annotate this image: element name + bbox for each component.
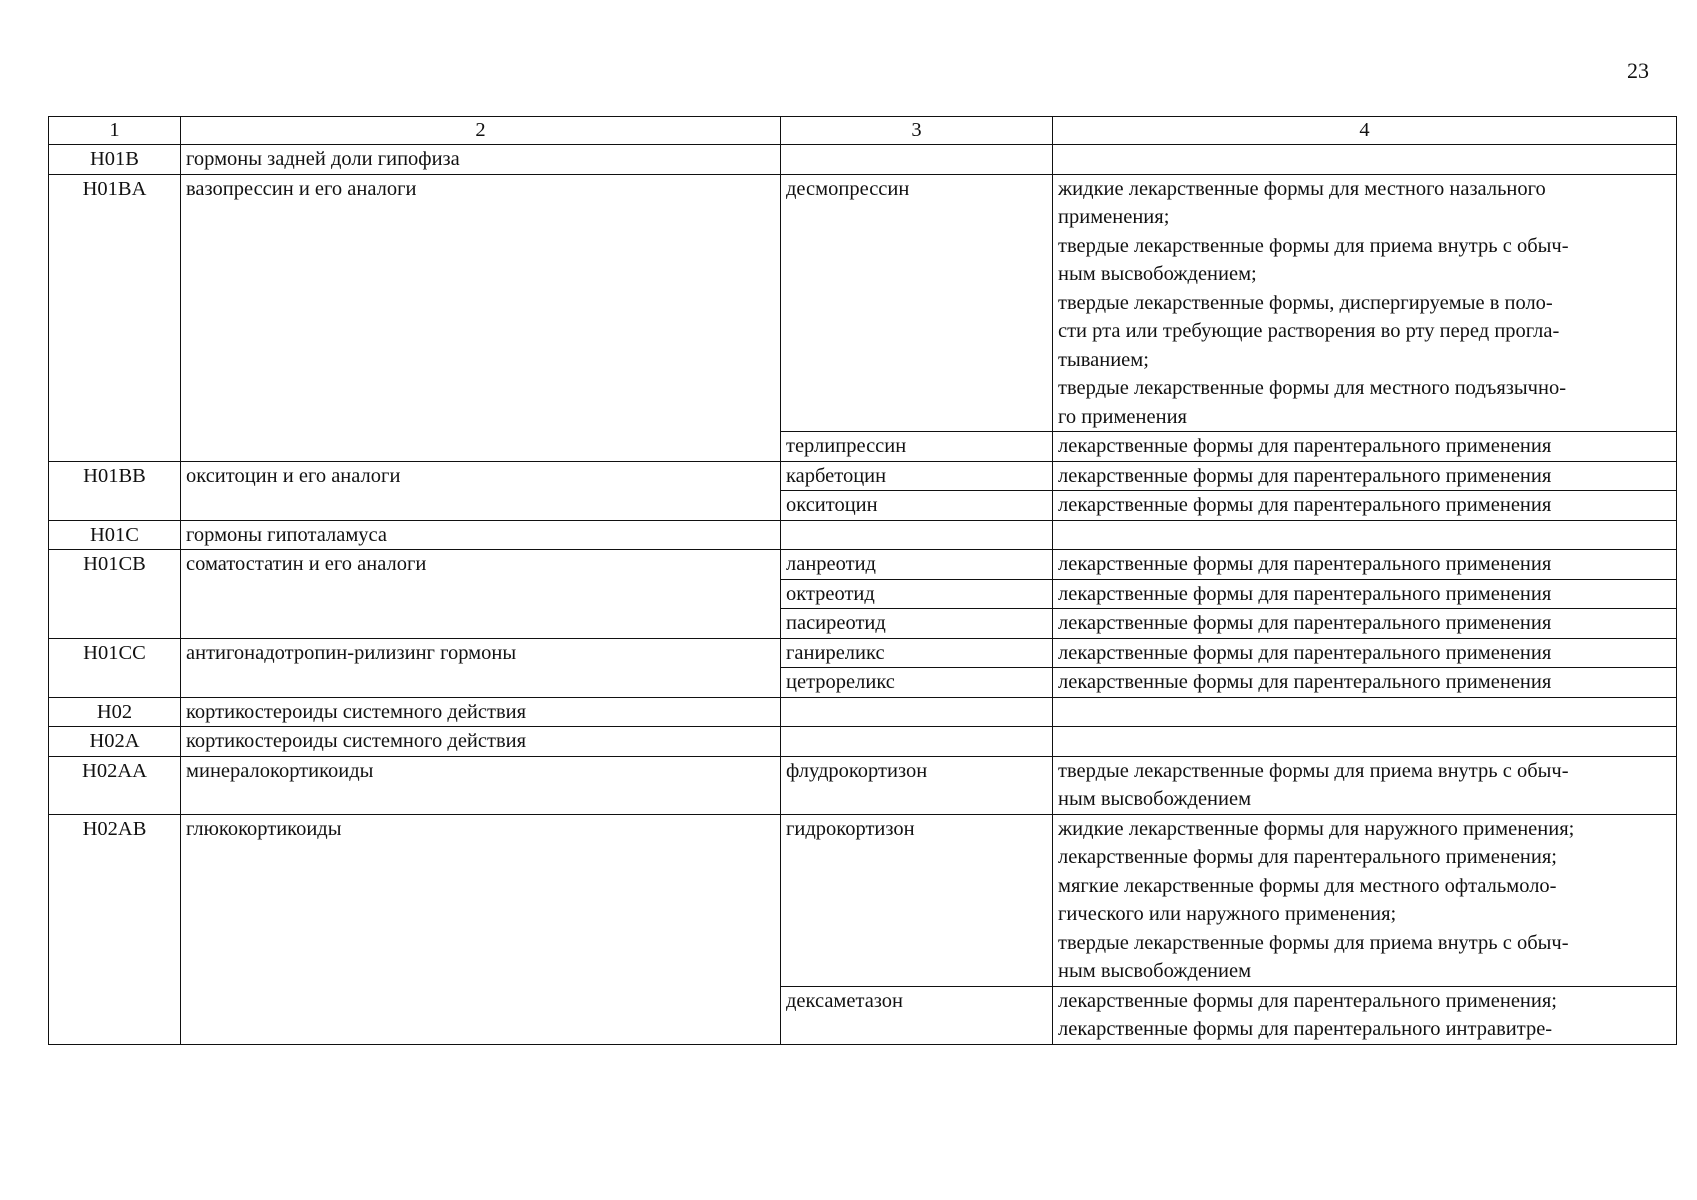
- dosage-form-line: ным высвобождением;: [1058, 263, 1257, 285]
- table-row: [49, 814, 1677, 986]
- drug-name-cell: [781, 727, 1053, 757]
- atc-code-cell: H01BB: [49, 461, 181, 520]
- group-name-cell: соматостатин и его аналоги: [181, 550, 781, 639]
- dosage-form-line: лекарственные формы для парентерального применения;: [1058, 846, 1557, 868]
- group-name-cell: кортикостероиды системного действия: [181, 697, 781, 727]
- group-name-cell: гормоны гипоталамуса: [181, 520, 781, 550]
- drug-name-cell: дексаметазон: [781, 986, 1053, 1044]
- dosage-form-line: твердые лекарственные формы, диспергируемые в поло-: [1058, 291, 1553, 314]
- atc-code-cell: H01CB: [49, 550, 181, 639]
- dosage-forms-cell: [1053, 579, 1677, 609]
- dosage-form-line: лекарственные формы для парентерального применения: [1058, 494, 1552, 516]
- table-row: [49, 756, 1677, 814]
- dosage-form-line: твердые лекарственные формы для приема внутрь с обыч-: [1058, 759, 1569, 782]
- drug-name-cell: [781, 520, 1053, 550]
- atc-code-cell: H02AA: [49, 756, 181, 814]
- dosage-form-line: жидкие лекарственные формы для местного назального: [1058, 177, 1546, 200]
- table-row: [49, 174, 1677, 432]
- group-name-cell: кортикостероиды системного действия: [181, 727, 781, 757]
- table-body: [49, 145, 1677, 1045]
- drug-name-cell: карбетоцин: [781, 461, 1053, 491]
- table-row: [49, 697, 1677, 727]
- dosage-forms-cell: [1053, 814, 1677, 986]
- dosage-form-line: мягкие лекарственные формы для местного офтальмоло-: [1058, 874, 1557, 897]
- dosage-form-line: гического или наружного применения;: [1058, 903, 1397, 925]
- dosage-forms-cell: [1053, 174, 1677, 432]
- drug-name-cell: октреотид: [781, 579, 1053, 609]
- dosage-forms-cell: [1053, 668, 1677, 698]
- table-row: [49, 550, 1677, 580]
- drug-name-cell: [781, 697, 1053, 727]
- dosage-form-line: лекарственные формы для парентерального применения;: [1058, 989, 1557, 1012]
- table-row: [49, 638, 1677, 668]
- drug-name-cell: цетрореликс: [781, 668, 1053, 698]
- dosage-forms-cell: [1053, 609, 1677, 639]
- group-name-cell: гормоны задней доли гипофиза: [181, 145, 781, 175]
- dosage-forms-cell: [1053, 727, 1677, 757]
- dosage-forms-cell: [1053, 432, 1677, 462]
- group-name-cell: окситоцин и его аналоги: [181, 461, 781, 520]
- column-header-1: 1: [49, 117, 181, 145]
- table-row: [49, 461, 1677, 491]
- drug-list-table: [48, 116, 1677, 1045]
- atc-code-cell: H02A: [49, 727, 181, 757]
- drug-name-cell: окситоцин: [781, 491, 1053, 521]
- drug-name-cell: гидрокортизон: [781, 814, 1053, 986]
- dosage-form-line: сти рта или требующие растворения во рту перед прогла-: [1058, 320, 1560, 342]
- dosage-forms-cell: [1053, 550, 1677, 580]
- dosage-form-line: твердые лекарственные формы для местного подъязычно-: [1058, 377, 1567, 399]
- column-header-3: 3: [781, 117, 1053, 145]
- dosage-forms-cell: [1053, 461, 1677, 491]
- dosage-form-line: тыванием;: [1058, 348, 1149, 371]
- drug-name-cell: терлипрессин: [781, 432, 1053, 462]
- dosage-forms-cell: [1053, 756, 1677, 814]
- atc-code-cell: H01B: [49, 145, 181, 175]
- drug-name-cell: [781, 145, 1053, 175]
- drug-name-cell: десмопрессин: [781, 174, 1053, 432]
- dosage-form-line: лекарственные формы для парентерального применения: [1058, 553, 1552, 575]
- dosage-forms-cell: [1053, 638, 1677, 668]
- dosage-form-line: твердые лекарственные формы для приема внутрь с обыч-: [1058, 234, 1569, 257]
- dosage-forms-cell: [1053, 520, 1677, 550]
- atc-code-cell: H02: [49, 697, 181, 727]
- atc-code-cell: H01C: [49, 520, 181, 550]
- dosage-form-line: ным высвобождением: [1058, 788, 1252, 810]
- dosage-forms-cell: [1053, 145, 1677, 175]
- dosage-form-line: ным высвобождением: [1058, 960, 1252, 982]
- atc-code-cell: H01CC: [49, 638, 181, 697]
- dosage-form-line: лекарственные формы для парентерального применения: [1058, 612, 1552, 634]
- dosage-form-line: лекарственные формы для парентерального применения: [1058, 582, 1552, 605]
- dosage-form-line: применения;: [1058, 206, 1170, 228]
- table-row: [49, 520, 1677, 550]
- drug-name-cell: пасиреотид: [781, 609, 1053, 639]
- header-row: [49, 117, 1677, 145]
- drug-name-cell: флудрокортизон: [781, 756, 1053, 814]
- dosage-forms-cell: [1053, 986, 1677, 1044]
- page-number: 23: [1627, 58, 1649, 83]
- atc-code-cell: H01BA: [49, 174, 181, 461]
- dosage-forms-cell: [1053, 491, 1677, 521]
- group-name-cell: антигонадотропин-рилизинг гормоны: [181, 638, 781, 697]
- drug-name-cell: ланреотид: [781, 550, 1053, 580]
- table-header: [49, 117, 1677, 145]
- group-name-cell: вазопрессин и его аналоги: [181, 174, 781, 461]
- group-name-cell: глюкокортикоиды: [181, 814, 781, 1044]
- column-header-4: 4: [1053, 117, 1677, 145]
- dosage-form-line: лекарственные формы для парентерального применения: [1058, 464, 1552, 487]
- dosage-form-line: го применения: [1058, 405, 1187, 428]
- dosage-form-line: лекарственные формы для парентерального применения: [1058, 671, 1552, 693]
- group-name-cell: минералокортикоиды: [181, 756, 781, 814]
- table-row: [49, 145, 1677, 175]
- dosage-forms-cell: [1053, 697, 1677, 727]
- dosage-form-line: жидкие лекарственные формы для наружного применения;: [1058, 817, 1575, 840]
- dosage-form-line: лекарственные формы для парентерального интравитре-: [1058, 1018, 1553, 1040]
- dosage-form-line: лекарственные формы для парентерального применения: [1058, 641, 1552, 664]
- dosage-form-line: лекарственные формы для парентерального применения: [1058, 435, 1552, 457]
- drug-name-cell: ганиреликс: [781, 638, 1053, 668]
- dosage-form-line: твердые лекарственные формы для приема внутрь с обыч-: [1058, 931, 1569, 954]
- column-header-2: 2: [181, 117, 781, 145]
- table-row: [49, 727, 1677, 757]
- atc-code-cell: H02AB: [49, 814, 181, 1044]
